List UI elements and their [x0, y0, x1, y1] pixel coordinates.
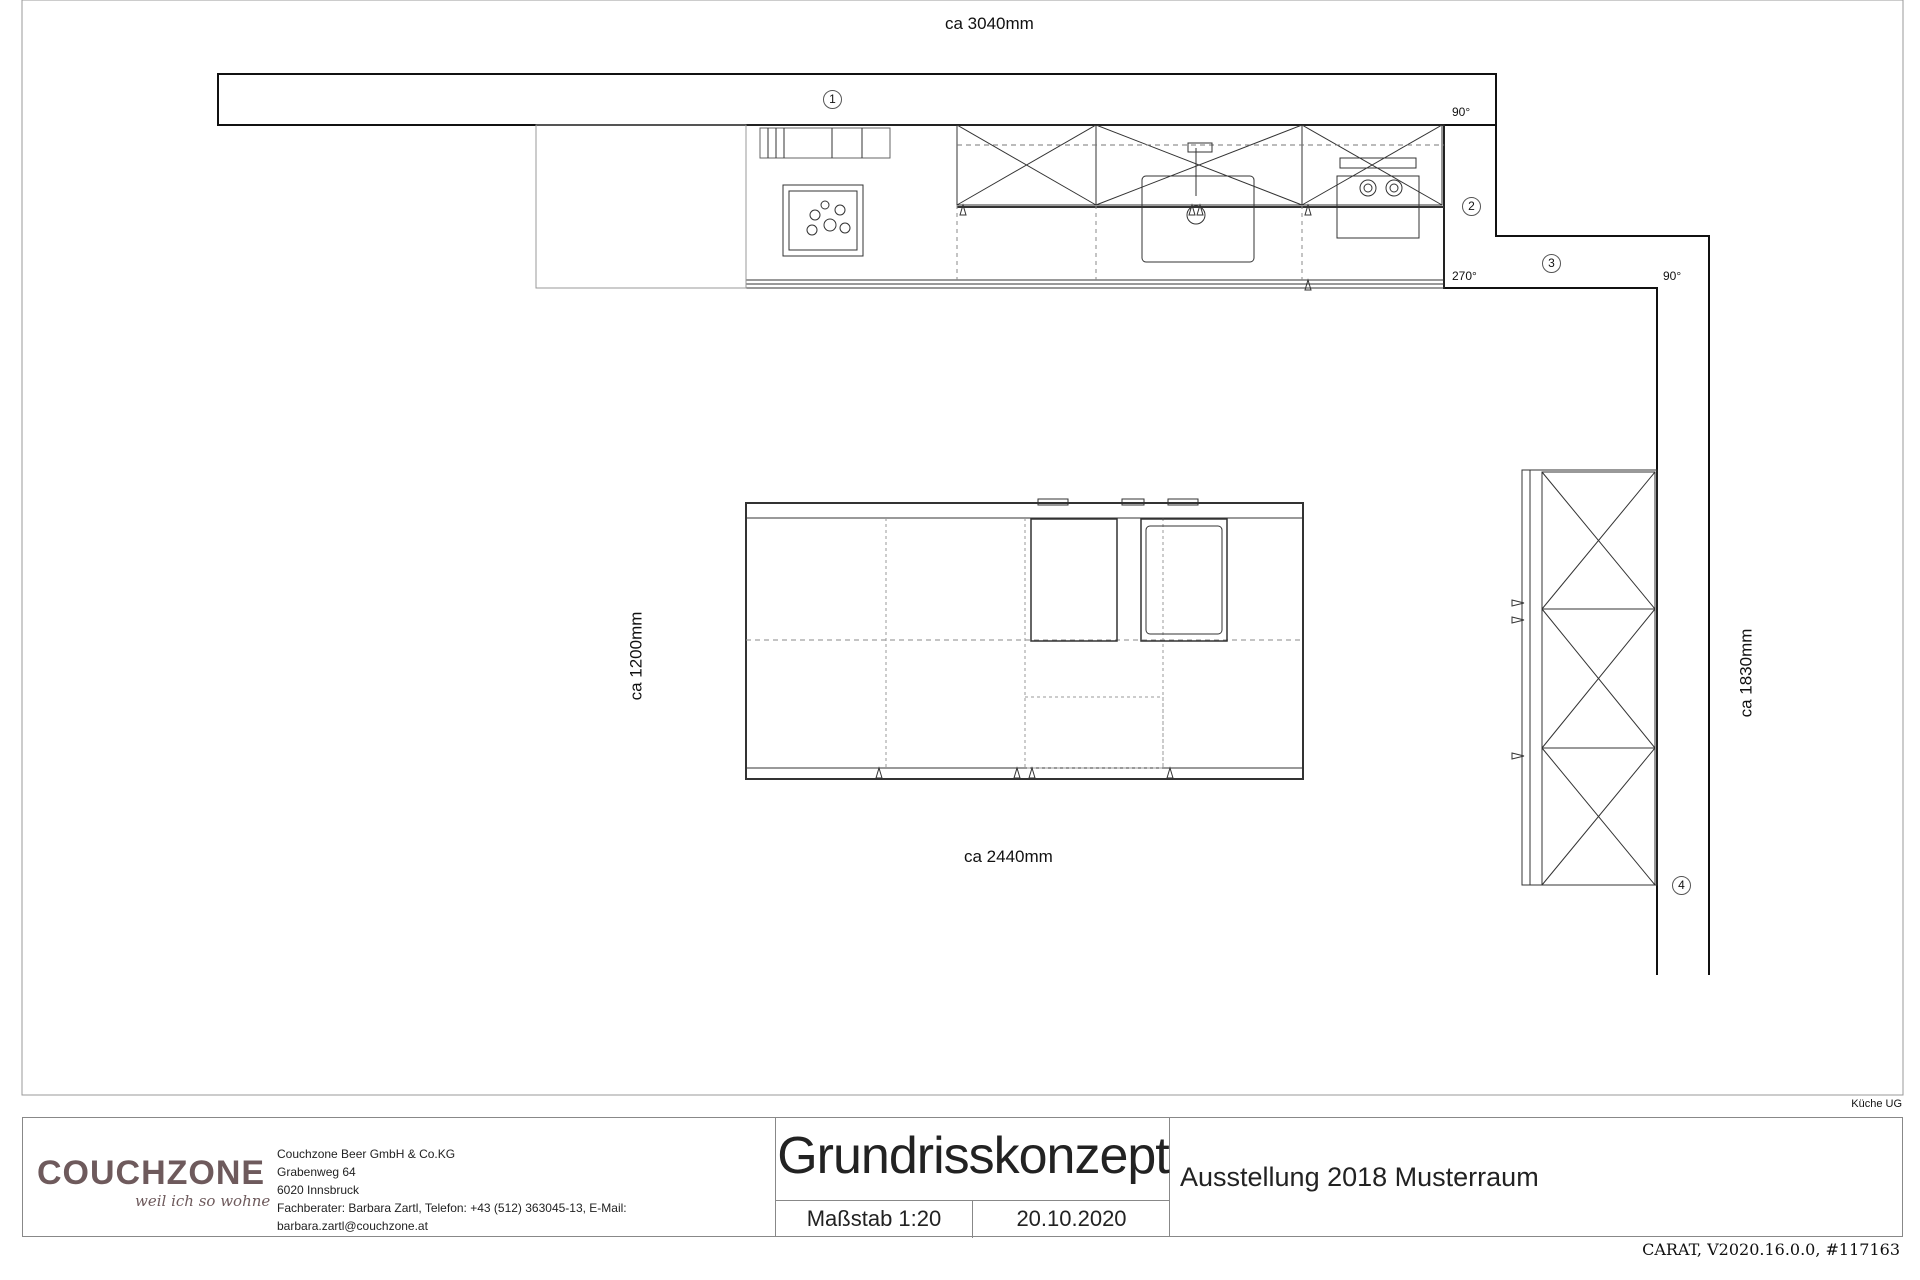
- kitchen-island: [746, 499, 1303, 779]
- company-name: Couchzone Beer GmbH & Co.KG: [277, 1147, 456, 1161]
- wall-label-2: 2: [1462, 197, 1481, 216]
- sink: [1142, 176, 1254, 262]
- angle-label-1: 90°: [1452, 105, 1471, 119]
- sheet-label: Küche UG: [1851, 1098, 1902, 1110]
- wall-3: [1444, 125, 1657, 975]
- dimension-island-width: ca 2440mm: [964, 847, 1053, 866]
- wall-1: [218, 74, 1496, 125]
- back-counter: [536, 125, 1444, 290]
- software-footer: CARAT, V2020.16.0.0, #117163: [1642, 1240, 1900, 1259]
- wall-label-4: 4: [1672, 876, 1691, 895]
- plan-scale: Maßstab 1:20: [776, 1200, 973, 1238]
- tall-cabinets: [1512, 470, 1657, 885]
- dimension-right-height: ca 1830mm: [1736, 628, 1756, 718]
- island-sink: [1141, 519, 1227, 641]
- logo-tagline: weil ich so wohne: [135, 1192, 271, 1210]
- wall-label-3: 3: [1542, 254, 1561, 273]
- company-logo: COUCHZONE: [37, 1154, 266, 1192]
- company-street: Grabenweg 64: [277, 1165, 356, 1179]
- company-city: 6020 Innsbruck: [277, 1183, 360, 1197]
- walls: [218, 74, 1709, 975]
- angle-label-2: 270°: [1452, 269, 1477, 283]
- dimension-top-width: ca 3040mm: [945, 14, 1034, 33]
- project-name: Ausstellung 2018 Musterraum: [1180, 1162, 1539, 1192]
- wall-label-1: 1: [823, 90, 842, 109]
- drawing-border: [22, 0, 1903, 1095]
- island-cooktop: [1031, 519, 1117, 641]
- company-contact: Fachberater: Barbara Zartl, Telefon: +43 (512) 363045-13, E-Mail: barbara.zartl@couchzone.at: [277, 1201, 627, 1233]
- wall-2: [1496, 74, 1709, 975]
- dimension-island-height: ca 1200mm: [626, 611, 646, 701]
- angle-label-3: 90°: [1663, 269, 1682, 283]
- title-block: [22, 1117, 1903, 1237]
- plan-date: 20.10.2020: [973, 1200, 1170, 1238]
- company-address: [277, 1145, 775, 1235]
- plan-title: Grundrisskonzept: [777, 1127, 1169, 1185]
- decor-box: [783, 185, 863, 256]
- company-cell: [23, 1118, 776, 1236]
